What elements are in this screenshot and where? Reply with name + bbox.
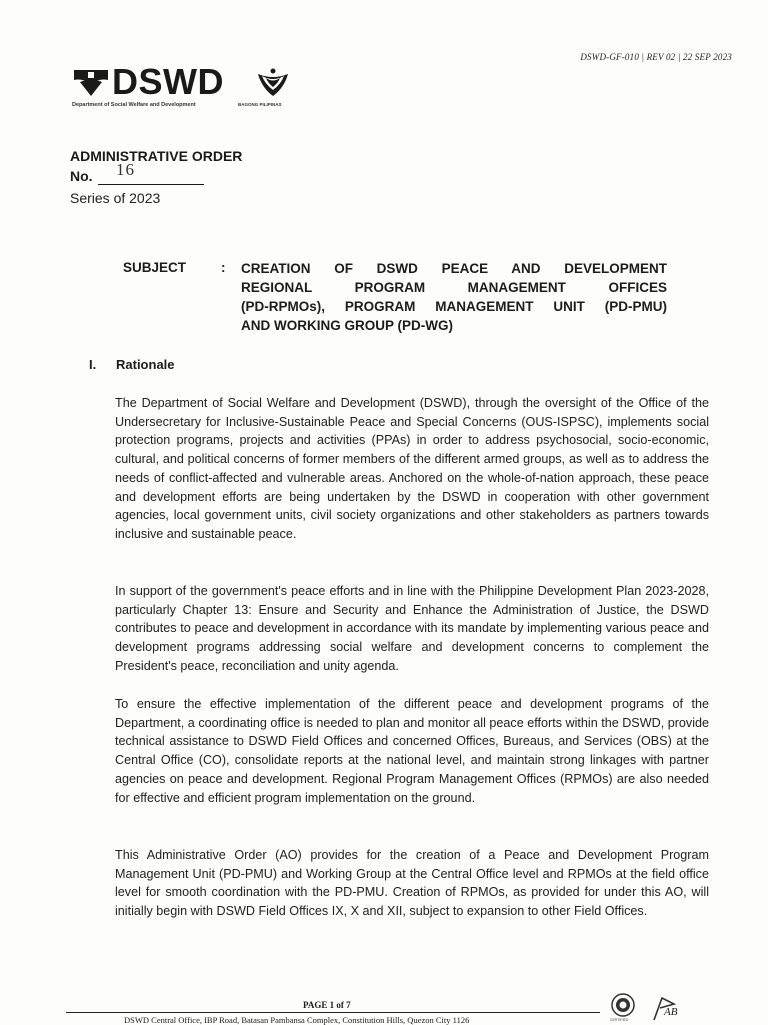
subject-colon: : (221, 260, 226, 275)
subject-line: AND WORKING GROUP (PD-WG) (241, 318, 453, 333)
rationale-paragraph: The Department of Social Welfare and Development (DSWD), through the oversight of the Office of the Undersecretary for Inclusive-Sustainable Peace and Special Concerns (OUS-ISPSC), implements social protection programs, projects and activities (PPAs) in order to address psychosocial, socio-economic, cultural, and political concerns of former members of the different armed groups, as well as to address the needs of conflict-affected and vulnerable areas. Anchored on the whole-of-nation approach, these peace and development efforts are being undertaken by the DSWD in cooperation with other government agencies, local government units, civil society organizations and other stakeholders as partners towards inclusive and sustainable peace. (115, 396, 709, 541)
order-series: Series of 2023 (70, 190, 161, 206)
page-number: PAGE 1 of 7 (303, 1000, 351, 1010)
section-title: Rationale (116, 357, 175, 372)
document-code: DSWD-GF-010 | REV 02 | 22 SEP 2023 (580, 52, 732, 62)
dswd-logo (70, 62, 310, 112)
certification-badge-icon (610, 992, 636, 1018)
subject-line: (PD-RPMOs), PROGRAM MANAGEMENT UNIT (PD-PMU) (241, 299, 667, 314)
subject-line: REGIONAL PROGRAM MANAGEMENT OFFICES (241, 280, 667, 295)
order-title: ADMINISTRATIVE ORDER (70, 148, 243, 164)
dswd-logo-text: DSWD (112, 61, 224, 102)
order-number-label: No. (70, 168, 93, 184)
pab-accreditation-text: AB (664, 1006, 678, 1018)
footer-divider (66, 1012, 600, 1013)
dswd-logo-subtitle: Department of Social Welfare and Development (72, 102, 196, 108)
subject-label: SUBJECT (123, 260, 187, 275)
footer-address: DSWD Central Office, IBP Road, Batasan Pambansa Complex, Constitution Hills, Quezon City 1126 (124, 1015, 470, 1025)
rationale-paragraph: To ensure the effective implementation of the different peace and development programs of the Department, a coordinating office is needed to plan and monitor all peace efforts within the DSWD, provide technical assistance to DSWD Field Offices and concerned Offices, Bureaus, and Services (OBS) at the Central Office (CO), consolidate reports at the national level, and maintain strong linkages with partner agencies on peace and development. Regional Program Management Offices (RPMOs) are also needed for effective and efficient program implementation on the ground. (115, 697, 709, 805)
certification-label: CERTIFIED (610, 1018, 629, 1022)
order-number-underline (98, 184, 204, 185)
section-number: I. (89, 357, 97, 372)
rationale-paragraph: In support of the government's peace efforts and in line with the Philippine Development Plan 2023-2028, particularly Chapter 13: Ensure and Security and Enhance the Administration of Justice, the DSWD contributes to peace and development in accordance with its mandate by implementing various peace and development programs addressing social welfare and development concerns to complement the President's peace, reconciliation and unity agenda. (115, 584, 709, 673)
order-number-value: 16 (116, 160, 135, 179)
subject-line: CREATION OF DSWD PEACE AND DEVELOPMENT (241, 261, 667, 276)
dswd-emblem-icon (72, 68, 110, 98)
subject-text (241, 259, 667, 335)
bagong-pilipinas-icon (256, 66, 290, 100)
bagong-pilipinas-text: BAGONG PILIPINAS (238, 102, 282, 107)
rationale-paragraph: This Administrative Order (AO) provides for the creation of a Peace and Development Program Management Unit (PD-PMU) and Working Group at the Central Office level and RPMOs at the field office level for smooth coordination with the PD-PMU. Creation of RPMOs, as provided for under this AO, will initially begin with DSWD Field Offices IX, X and XII, subject to expansion to other Field Offices. (115, 848, 709, 919)
